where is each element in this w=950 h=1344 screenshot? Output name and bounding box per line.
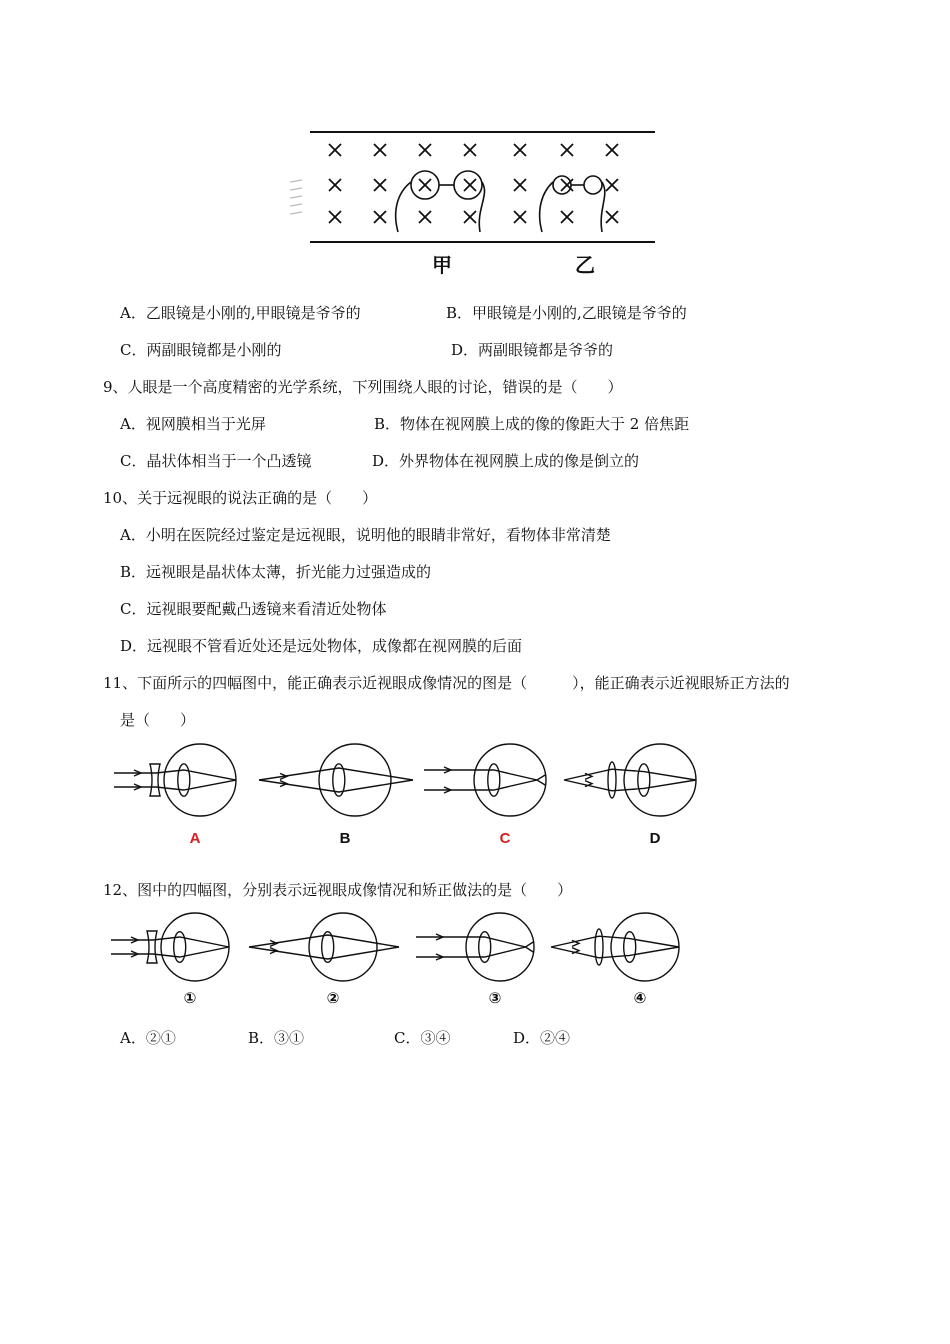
figure-label: ①	[183, 990, 197, 1007]
light-ray	[416, 937, 534, 953]
q10-option-b: B．远视眼是晶状体太薄，折光能力过强造成的	[120, 563, 432, 581]
lens-icon	[638, 764, 650, 796]
figure-label: D	[649, 830, 661, 847]
figure-label: B	[339, 830, 351, 847]
figure-label: C	[499, 830, 511, 847]
figure-glasses-field	[280, 120, 660, 285]
q10-option-d: D．远视眼不管看近处还是远处物体，成像都在视网膜的后面	[120, 637, 523, 655]
q10-stem: 10、关于远视眼的说法正确的是（ ）	[103, 489, 378, 507]
figure-q12-eyes	[100, 910, 700, 1015]
concave-lens-icon	[147, 931, 157, 963]
q12-option-a: A．②①	[120, 1029, 176, 1047]
label-jia: 甲	[432, 255, 452, 277]
q11-stem-line2: 是（ ）	[120, 711, 196, 729]
eyeball-icon	[624, 744, 696, 816]
eyeball-icon	[611, 913, 679, 981]
lens-icon	[488, 764, 500, 796]
light-ray	[551, 947, 679, 958]
q9-option-b: B．物体在视网膜上成的像的像距大于 2 倍焦距	[374, 415, 690, 433]
light-ray	[564, 769, 696, 780]
light-ray	[424, 775, 546, 791]
q9-option-c: C．晶状体相当于一个凸透镜	[120, 452, 312, 470]
q8-option-d: D．两副眼镜都是爷爷的	[451, 341, 614, 359]
q12-option-c: C．③④	[394, 1029, 451, 1047]
convex-lens-icon	[595, 929, 603, 965]
figure-label: ②	[326, 990, 340, 1007]
figure-label: A	[189, 830, 201, 847]
figure-label: ④	[633, 990, 647, 1007]
q10-option-c: C．远视眼要配戴凸透镜来看清近处物体	[120, 600, 387, 618]
concave-lens-icon	[150, 764, 160, 796]
figure-q11-eyes	[105, 740, 705, 855]
light-ray	[551, 936, 679, 947]
eyeball-icon	[319, 744, 391, 816]
q8-option-c: C．两副眼镜都是小刚的	[120, 341, 282, 359]
light-ray	[424, 770, 546, 786]
q8-option-b: B．甲眼镜是小刚的,乙眼镜是爷爷的	[446, 304, 687, 322]
eyeball-icon	[309, 913, 377, 981]
figure-label: ③	[488, 990, 502, 1007]
eyeball-icon	[164, 744, 236, 816]
q9-option-d: D．外界物体在视网膜上成的像是倒立的	[372, 452, 640, 470]
q9-option-a: A．视网膜相当于光屏	[120, 415, 266, 433]
light-ray	[114, 780, 236, 790]
lens-icon	[624, 932, 636, 963]
q8-option-a: A．乙眼镜是小刚的,甲眼镜是爷爷的	[120, 304, 361, 322]
lens-icon	[479, 932, 491, 963]
light-ray	[111, 947, 229, 957]
convex-lens-icon	[608, 762, 616, 798]
lens-icon	[174, 932, 186, 963]
q12-option-b: B．③①	[248, 1029, 305, 1047]
eyeball-icon	[161, 913, 229, 981]
light-ray	[114, 770, 236, 780]
q11-stem-line1: 11、下面所示的四幅图中，能正确表示近视眼成像情况的图是（ ），能正确表示近视眼矫正方法的	[103, 674, 790, 692]
q10-option-a: A．小明在医院经过鉴定是远视眼，说明他的眼睛非常好，看物体非常清楚	[120, 526, 611, 544]
q12-stem: 12、图中的四幅图，分别表示远视眼成像情况和矫正做法的是（ ）	[103, 881, 573, 899]
label-yi: 乙	[575, 255, 595, 277]
light-ray	[111, 937, 229, 947]
light-ray	[564, 780, 696, 791]
light-ray	[416, 942, 534, 958]
q9-stem: 9、人眼是一个高度精密的光学系统，下列围绕人眼的讨论，错误的是（ ）	[103, 378, 623, 396]
lens-icon	[178, 764, 190, 796]
q12-option-d: D．②④	[513, 1029, 571, 1047]
